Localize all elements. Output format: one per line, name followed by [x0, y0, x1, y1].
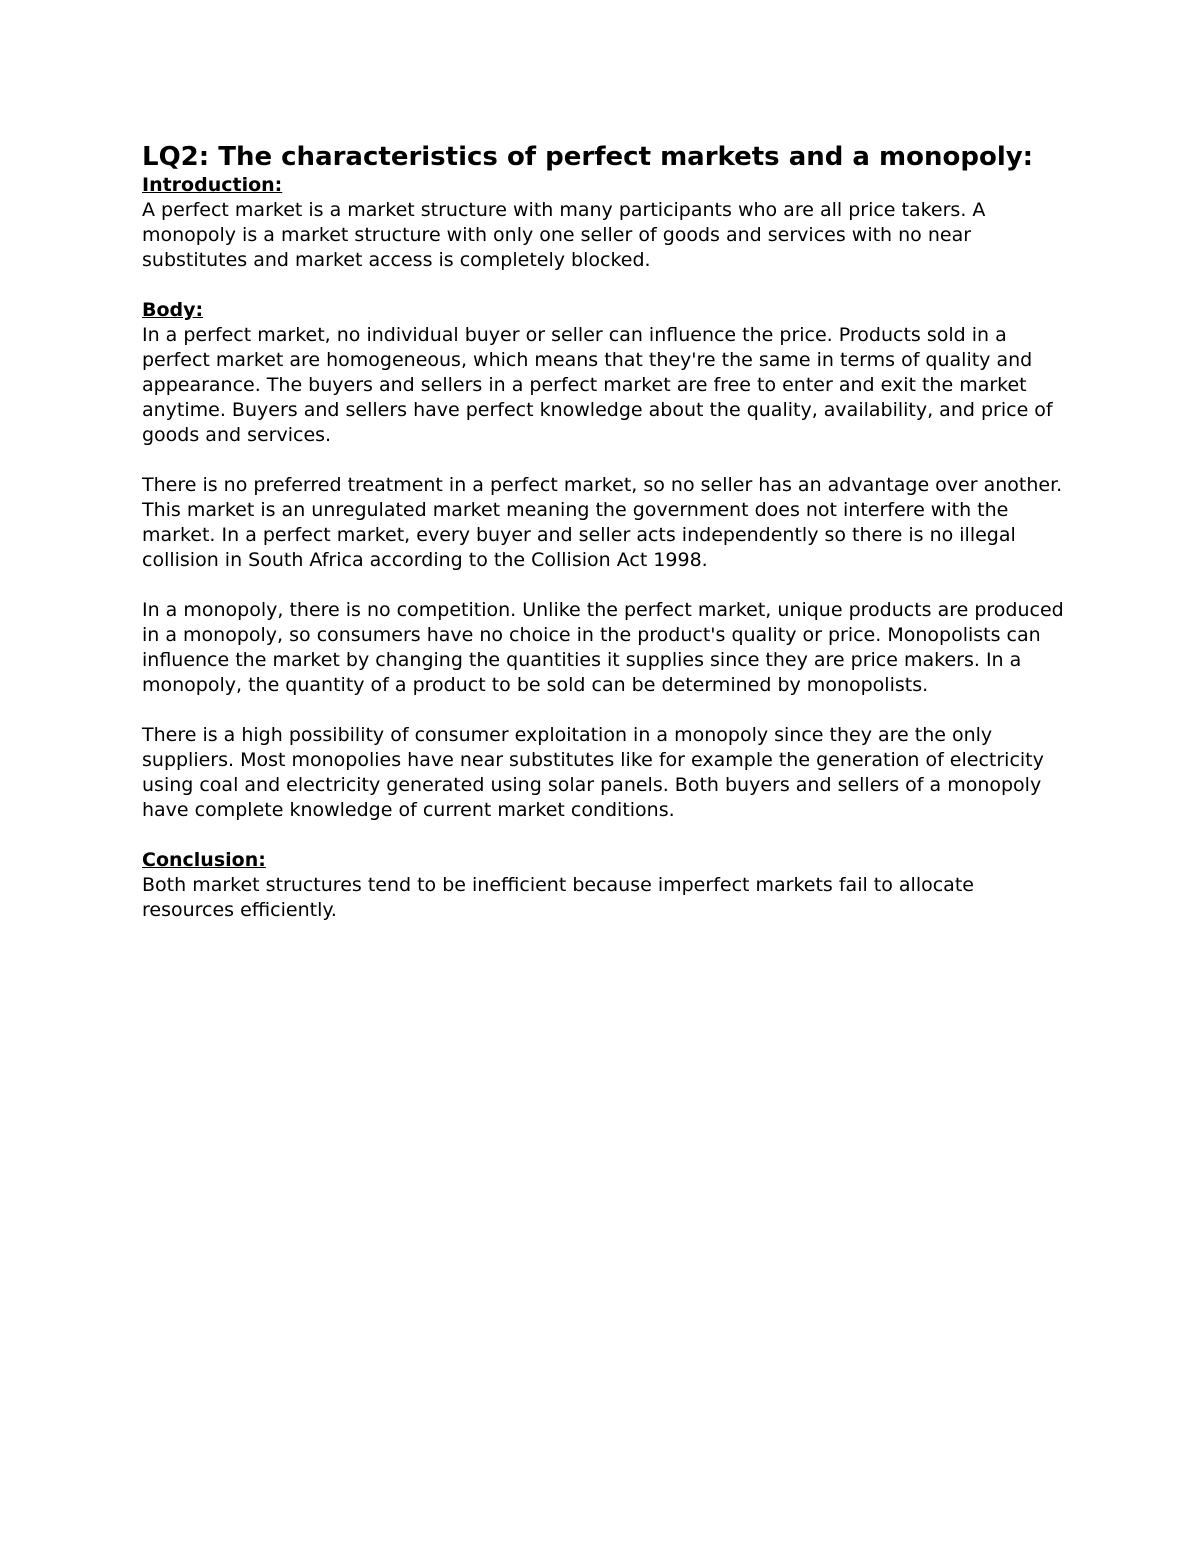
conclusion-paragraph-1: Both market structures tend to be inefficient because imperfect markets fail to allocate resources efficiently. [142, 874, 974, 921]
introduction-heading: Introduction: [142, 174, 283, 196]
body-heading: Body: [142, 299, 204, 321]
paragraph-spacer [142, 448, 1072, 473]
body-paragraph-2: There is no preferred treatment in a perfect market, so no seller has an advantage over another. This market is an unregulated market meaning the government does not interfere with the market. In a perfect market, every buyer and seller acts independently so there is no illegal collision in South Africa according to the Collision Act 1998. [142, 474, 1063, 571]
paragraph-spacer [142, 823, 1072, 848]
body-paragraph-1: In a perfect market, no individual buyer or seller can influence the price. Products sold in a perfect market are homogeneous, which means that they're the same in terms of quality and appearance. The buyers and sellers in a perfect market are free to enter and exit the market anytime. Buyers and sellers have perfect knowledge about the quality, availability, and price of goods and services. [142, 324, 1053, 446]
paragraph-spacer [142, 573, 1072, 598]
introduction-paragraph-1: A perfect market is a market structure with many participants who are all price takers. A monopoly is a market structure with only one seller of goods and services with no near substitutes and market access is completely blocked. [142, 199, 986, 271]
body-paragraph-4: There is a high possibility of consumer exploitation in a monopoly since they are the only suppliers. Most monopolies have near substitutes like for example the generation of electricity using coal and electricity generated using solar panels. Both buyers and sellers of a monopoly have complete knowledge of current market conditions. [142, 724, 1044, 821]
conclusion-heading: Conclusion: [142, 849, 266, 871]
body-paragraph-3: In a monopoly, there is no competition. Unlike the perfect market, unique products are produced in a monopoly, so consumers have no choice in the product's quality or price. Monopolists can influence the market by changing the quantities it supplies since they are price makers. In a monopoly, the quantity of a product to be sold can be determined by monopolists. [142, 599, 1064, 696]
paragraph-spacer [142, 273, 1072, 298]
document-title: LQ2: The characteristics of perfect markets and a monopoly: [142, 142, 1034, 172]
paragraph-spacer [142, 698, 1072, 723]
document-content [142, 141, 1072, 923]
